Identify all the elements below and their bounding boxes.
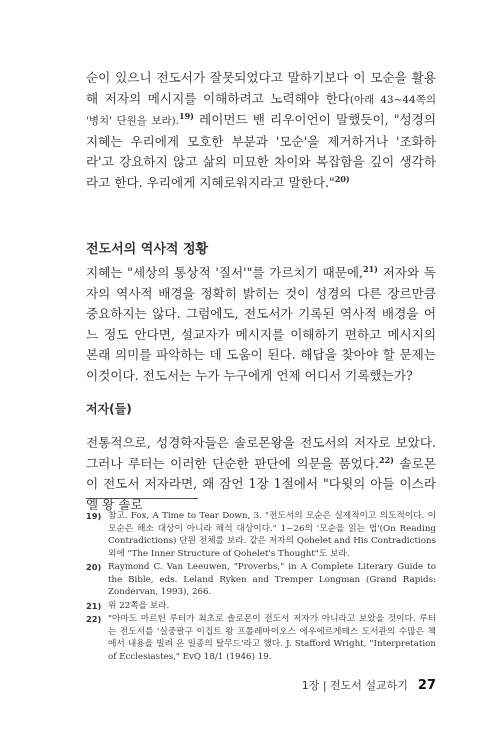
footnote-text: 참고. Fox, A Time to Tear Down, 3. "전도서의 모순은 실제적이고 의도적이다. 이 모순은 해소 대상이 아니라 해석 대상이다." 1~26의 '모순을 읽는 법'(On Reading Contradictions) 단원 전체를 보라. 같은 저자의 Qohelet and His Contradictions 외에 "The Inner Structure of Qohelet's Thought"도 보라. xyxy=(108,511,436,559)
paragraph-2-text-b: 저자와 독자의 역사적 배경을 정확히 밝히는 것이 성경의 다른 장르만큼 중요하지는 않다. 그럼에도, 전도서가 기록된 역사적 배경을 어느 정도 안다면, 설교자가 메시지를 이해하기 편하고 메시지의 본래 의미를 파악하는 데 도움이 된다. 해답을 찾아야 할 문제는 이것이다. 전도서는 누가 누구에게 언제 어디서 기록했는가? xyxy=(86,265,436,383)
running-footer-chapter: 1장 | 전도서 설교하기 xyxy=(301,679,408,692)
subsection-heading: 저자(들) xyxy=(86,402,132,416)
footnote-divider xyxy=(86,498,198,499)
paragraph-2-text-a: 지혜는 "세상의 통상적 '질서'"를 가르치기 때문에, xyxy=(86,265,364,280)
footnote-text: "아마도 마르틴 루터가 최초로 솔로몬이 전도서 저자가 아니라고 보았을 것이다. 루터는 전도서를 '실중팔구 이집트 왕 프톨레마이오스 에우에르게테스 도서관의 수많은 책에서 내용을 빌려 온 일종의 탈무드'라고 했다. J. Stafford Wright, "Interpretation of Ecclesiastes," EvQ 18/1 (1946) 19. xyxy=(108,614,436,662)
footnote-number: 19) xyxy=(86,511,102,521)
footnote-item xyxy=(86,561,436,599)
footnote-number: 21) xyxy=(86,600,102,611)
footnote-item xyxy=(86,510,436,560)
footnotes xyxy=(86,510,436,664)
cross-reference-note: (아래 43~44쪽의 '병치' 단원을 보라). xyxy=(86,93,436,127)
footnote-text: Raymond C. Van Leeuwen, "Proverbs," in A Complete Literary Guide to the Bible, eds. Leland Ryken and Tremper Longman (Grand Rapids: Zondervan, 1993), 266. xyxy=(108,562,436,597)
paragraph-1-text-a: 순이 있으니 전도서가 잘못되었다고 말하기보다 이 모순을 활용해 저자의 메시지를 이해하려고 노력해야 한다 xyxy=(86,70,436,106)
footnote-number: 22) xyxy=(86,614,102,624)
footnote-marker-21[interactable]: 21) xyxy=(363,263,378,274)
paragraph-1-text-b: 레이먼드 밴 리우이언이 말했듯이, "성경의 지혜는 우리에게 모호한 부분과 '모순'을 제거하거나 '조화하라'고 강요하지 않고 삶의 미묘한 차이와 복잡함을 깊이 생각하라고 한다. 우리에게 지혜로워지라고 말한다." xyxy=(86,112,436,190)
footnote-marker-20[interactable]: 20) xyxy=(334,173,350,184)
page-number: 27 xyxy=(417,678,436,693)
footnote-item xyxy=(86,600,436,613)
footnote-item xyxy=(86,613,436,663)
paragraph-3-text-a: 전통적으로, 성경학자들은 솔로몬왕을 전도서의 저자로 보았다. 그러나 루터는 이러한 단순한 판단에 의문을 품었다. xyxy=(86,435,436,471)
section-heading: 전도서의 역사적 정황 xyxy=(86,242,209,257)
paragraph-3-text-b: 솔로몬이 전도서 저자라면, 왜 잠언 1장 1절에서 "다윗의 아들 이스라엘 왕 솔로 xyxy=(86,455,437,512)
footnote-marker-22[interactable]: 22) xyxy=(379,454,394,465)
paragraph-2 xyxy=(86,263,436,386)
paragraph-3 xyxy=(86,433,436,515)
footnote-marker-19[interactable]: 19) xyxy=(179,110,194,121)
paragraph-1 xyxy=(86,68,436,193)
page-footer xyxy=(302,677,436,693)
footnote-number: 20) xyxy=(86,562,102,572)
footnote-text: 위 22쪽을 보라. xyxy=(108,600,170,611)
